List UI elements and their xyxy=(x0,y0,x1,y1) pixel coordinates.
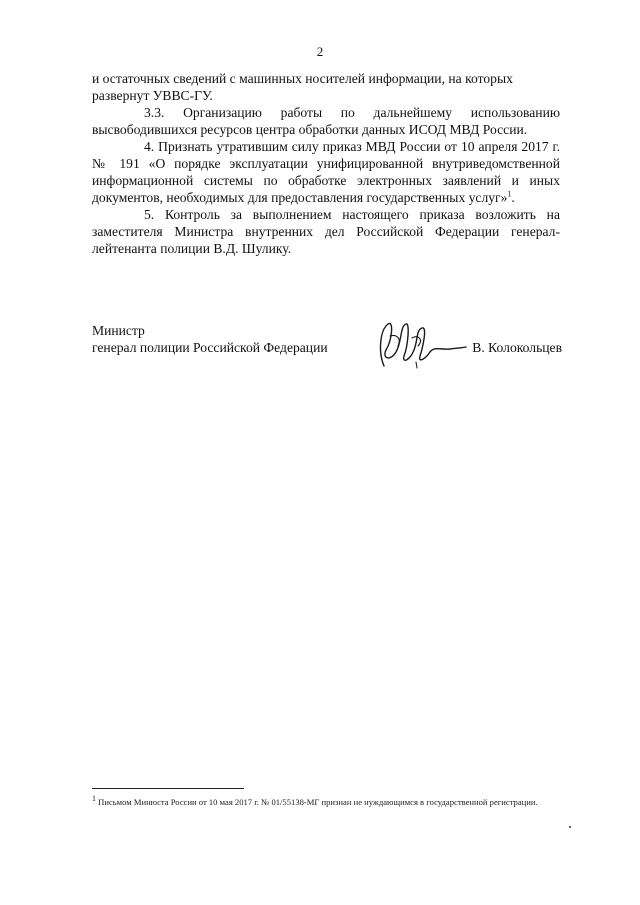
scan-speck xyxy=(569,826,571,828)
paragraph-4-tail: . xyxy=(511,190,515,205)
footnote-reference: 1 xyxy=(507,189,512,199)
footnote-marker: 1 xyxy=(92,794,96,804)
signatory-title: Министр xyxy=(92,323,145,338)
handwritten-signature xyxy=(372,316,468,378)
signature-block xyxy=(92,322,562,382)
paragraph-continuation: и остаточных сведений с машинных носителей информации, на которых развернут УВВС-ГУ. xyxy=(92,71,513,103)
signatory-rank: генерал полиции Российской Федерации xyxy=(92,340,328,355)
page-number: 2 xyxy=(316,44,324,59)
document-body xyxy=(92,70,560,257)
paragraph-4 xyxy=(92,138,560,206)
footnote xyxy=(92,796,562,808)
paragraph-3-3: 3.3. Организацию работы по дальнейшему использованию высвободившихся ресурсов центра обработки данных ИСОД МВД России. xyxy=(92,105,560,137)
footnote-text: Письмом Минюста России от 10 мая 2017 г. № 01/55138-МГ признан не нуждающимся в государственной регистрации. xyxy=(96,797,538,807)
footnote-separator xyxy=(92,788,244,789)
signatory-name: В. Колокольцев xyxy=(472,340,562,355)
paragraph-5: 5. Контроль за выполнением настоящего приказа возложить на заместителя Министра внутренних дел Российской Федерации генерал-лейтенанта полиции В.Д. Шулику. xyxy=(92,207,560,256)
paragraph-4-text: 4. Признать утратившим силу приказ МВД России от 10 апреля 2017 г. № 191 «О порядке эксплуатации унифицированной внутриведомственной информационной системы по обработке электронных заявлений и иных документов, необходимых для предоставления государственных услуг» xyxy=(92,139,560,205)
